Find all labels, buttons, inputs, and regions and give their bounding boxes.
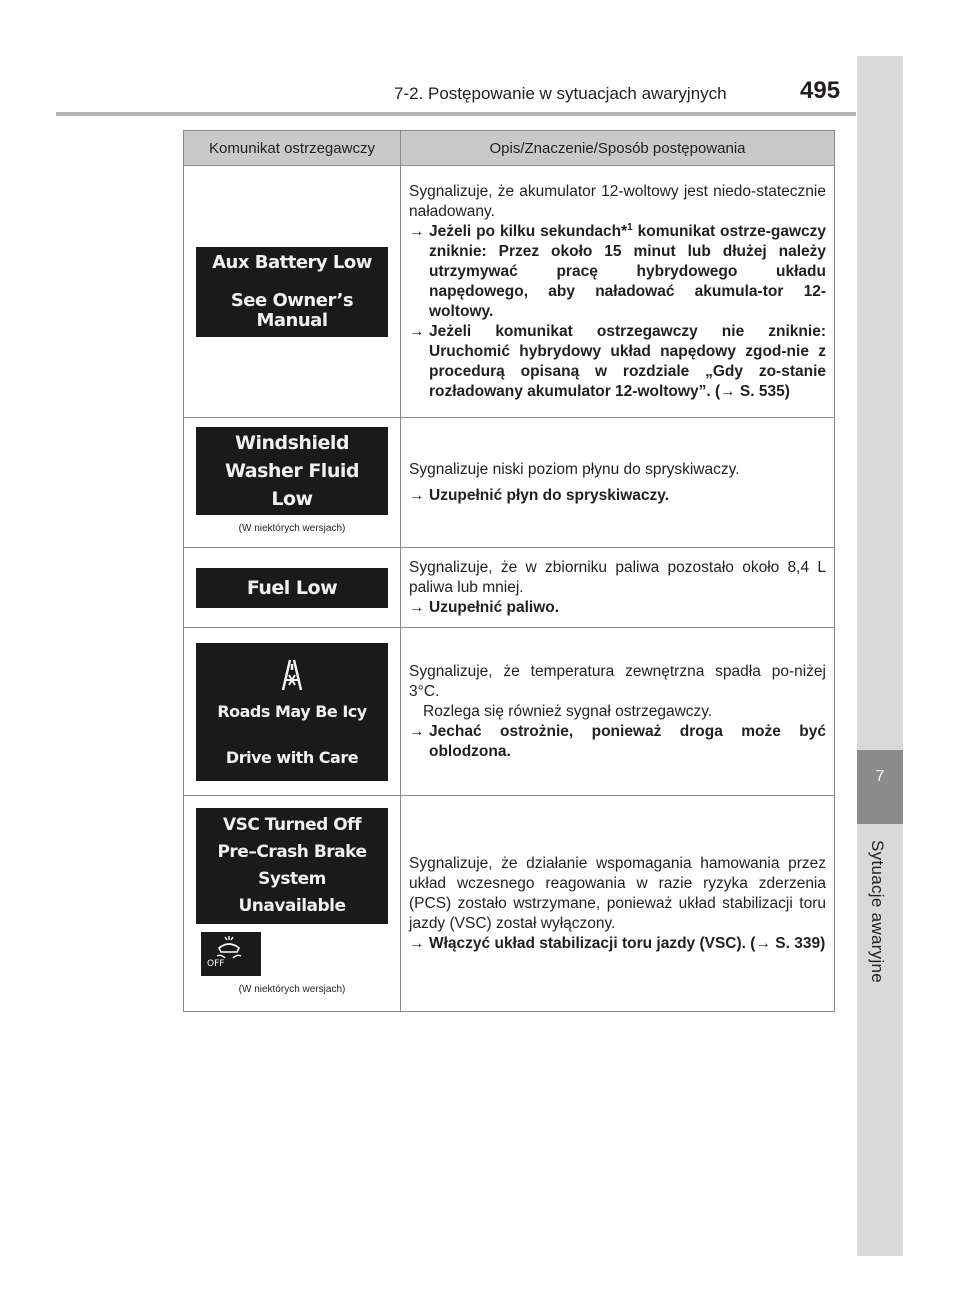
action-item [409,722,826,762]
action-text: Jeżeli komunikat ostrzegawczy nie zniknie: Uruchomić hybrydowy układ napędowy zgod-nie z procedurą opisaną w rozdziale „Gdy zo-stanie rozładowany akumulator 12-woltowy”. ( [429,322,826,400]
message-image-cell [184,166,401,418]
side-chapter-number: 7 [875,768,885,785]
message-image-cell [184,628,401,796]
side-chapter-marker [857,750,903,824]
description-cell [401,166,835,418]
warning-message-table [183,130,835,1012]
action-item [409,322,826,402]
table-row [184,796,835,1012]
arrow-icon: → [755,934,771,952]
arrow-icon: → [409,222,425,240]
screen-line: Drive with Care [225,747,359,767]
description-text: Sygnalizuje, że temperatura zewnętrzna spadła po-niżej 3°C. [409,662,826,700]
table-row [184,628,835,796]
image-note: (W niektórych wersjach) [238,522,346,534]
vsc-off-screen [196,808,388,924]
description-text: Sygnalizuje, że działanie wspomagania hamowania przez układ wczesnego reagowania w razie ryzyka zderzenia (PCS) zostało wstrzymane, ponieważ układ stabilizacji toru jazdy (VSC) został wyłączony. [409,854,826,932]
icy-road-icon [275,656,309,692]
description-text: Sygnalizuje, że w zbiorniku paliwa pozostało około 8,4 L paliwa lub mniej. [409,558,826,596]
screen-line: VSC Turned Off [223,814,361,835]
page-reference-link[interactable]: S. 535) [739,382,790,400]
off-label: OFF [207,958,225,969]
table-row [184,166,835,418]
screen-line: Low [271,487,313,510]
arrow-icon: → [409,322,425,340]
description-cell [401,548,835,628]
header-title: 7-2. Postępowanie w sytuacjach awaryjnych [394,84,727,103]
table-header-row [184,131,835,166]
action-text: Jechać ostrożnie, ponieważ droga może być oblodzona. [429,722,826,760]
screen-line: Fuel Low [246,576,338,599]
footnote-marker: 1 [627,221,633,233]
action-text: Uzupełnić paliwo. [429,598,560,616]
side-section-label: Sytuacje awaryjne [868,840,887,984]
page-number: 495 [800,77,841,104]
message-image-cell [184,548,401,628]
action-text: Włączyć układ stabilizacji toru jazdy (VSC). ( [429,934,756,952]
table-row [184,418,835,548]
image-note: (W niektórych wersjach) [238,983,346,995]
screen-line: Unavailable [238,895,346,916]
action-text: komunikat ostrze-gawczy zniknie: Przez około 15 minut lub dłużej należy utrzymywać pracę hybrydowego układu napędowego, aby naładować akumula-tor 12-woltowy. [429,222,826,320]
action-item [409,598,826,618]
action-item [409,934,826,954]
column-header-description: Opis/Znaczenie/Sposób postępowania [401,131,835,166]
arrow-icon: → [409,486,425,504]
roads-icy-screen [196,643,388,781]
description-cell [401,418,835,548]
screen-line: Pre–Crash Brake [217,841,367,862]
message-image-cell [184,796,401,1012]
action-text: Jeżeli po kilku sekundach* [429,222,628,240]
screen-line: System [258,868,326,889]
fuel-low-screen [196,568,388,608]
header-rule [56,112,856,116]
column-header-message: Komunikat ostrzegawczy [184,131,401,166]
washer-fluid-low-screen [196,427,388,515]
arrow-icon: → [720,382,736,400]
table-row [184,548,835,628]
arrow-icon: → [409,598,425,616]
action-item [409,222,826,322]
screen-line: See Owner’s Manual [230,289,354,331]
action-text: Uzupełnić płyn do spryskiwaczy. [429,486,670,504]
message-image-cell [184,418,401,548]
aux-battery-low-screen [196,247,388,337]
action-item [409,486,826,506]
description-cell [401,628,835,796]
screen-line: Washer Fluid [225,459,359,482]
description-cell [401,796,835,1012]
screen-line: Windshield [235,431,349,454]
arrow-icon: → [409,722,425,740]
description-text: Sygnalizuje, że akumulator 12-woltowy jest niedo-statecznie naładowany. [409,182,826,220]
description-text: Sygnalizuje niski poziom płynu do spryskiwaczy. [409,460,740,478]
screen-line: Aux Battery Low [212,251,372,273]
arrow-icon: → [409,934,425,952]
vsc-off-indicator [201,932,261,976]
side-tab [857,56,903,1256]
description-text: Rozlega się również sygnał ostrzegawczy. [423,702,713,720]
page-reference-link[interactable]: S. 339) [775,934,826,952]
screen-line: Roads May Be Icy [217,701,367,721]
